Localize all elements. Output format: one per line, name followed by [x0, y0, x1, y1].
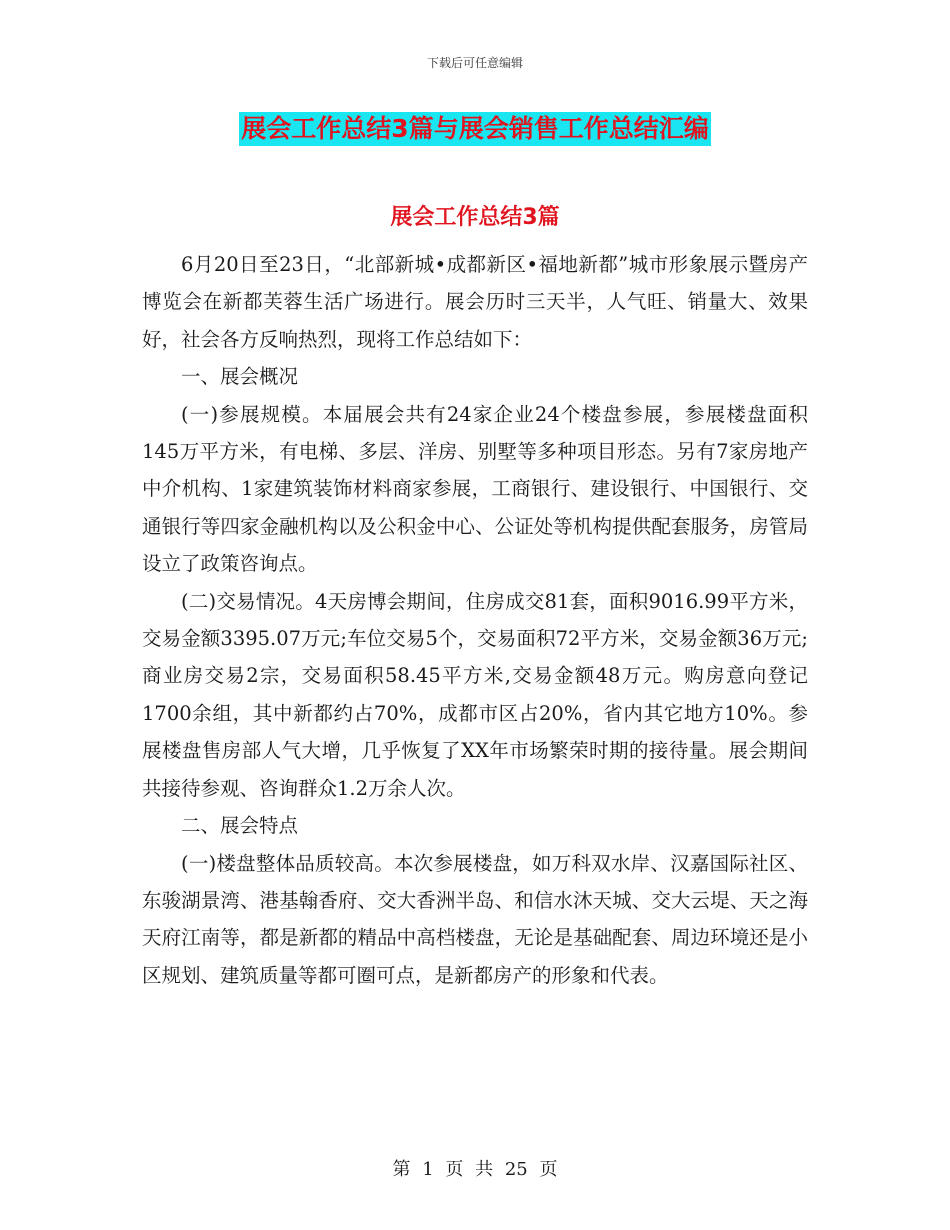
- section-heading-overview: 一、展会概况: [181, 365, 299, 389]
- paragraph-transactions: (二)交易情况。4天房博会期间，住房成交81套，面积9016.99平方米，交易金额3395.07万元;车位交易5个，交易面积72平方米，交易金额36万元;商业房交易2宗，交易面积58.45平方米,交易金额48万元。购房意向登记1700余组，其中新都约占70%，成都市区占20%，省内其它地方10%。参展楼盘售房部人气大增，几乎恢复了XX年市场繁荣时期的接待量。展会期间共接待参观、咨询群众1.2万余人次。: [142, 589, 808, 800]
- paragraph-scale: (一)参展规模。本届展会共有24家企业24个楼盘参展，参展楼盘面积145万平方米，有电梯、多层、洋房、别墅等多种项目形态。另有7家房地产中介机构、1家建筑装饰材料商家参展，工商银行、建设银行、中国银行、交通银行等四家金融机构以及公积金中心、公证处等机构提供配套服务，房管局设立了政策咨询点。: [142, 402, 808, 576]
- main-title: 展会工作总结3篇与展会销售工作总结汇编: [239, 112, 710, 146]
- header-note: 下载后可任意编辑: [426, 56, 523, 70]
- paragraph-intro: 6月20日至23日，“北部新城•成都新区•福地新都”城市形象展示暨房产博览会在新都芙蓉生活广场进行。展会历时三天半，人气旺、销量大、效果好，社会各方反响热烈，现将工作总结如下：: [142, 253, 808, 351]
- page-footer: 第 1 页 共 25 页: [392, 1159, 558, 1180]
- section-heading-features: 二、展会特点: [181, 814, 299, 838]
- paragraph-quality: (一)楼盘整体品质较高。本次参展楼盘，如万科双水岸、汉嘉国际社区、东骏湖景湾、港基翰香府、交大香洲半岛、和信水沐天城、交大云堤、天之海天府江南等，都是新都的精品中高档楼盘，无论是基础配套、周边环境还是小区规划、建筑质量等都可圈可点，是新都房产的形象和代表。: [142, 851, 808, 987]
- sub-title: 展会工作总结3篇: [390, 205, 560, 230]
- main-title-wrap: [0, 112, 950, 146]
- body-text: [142, 246, 808, 994]
